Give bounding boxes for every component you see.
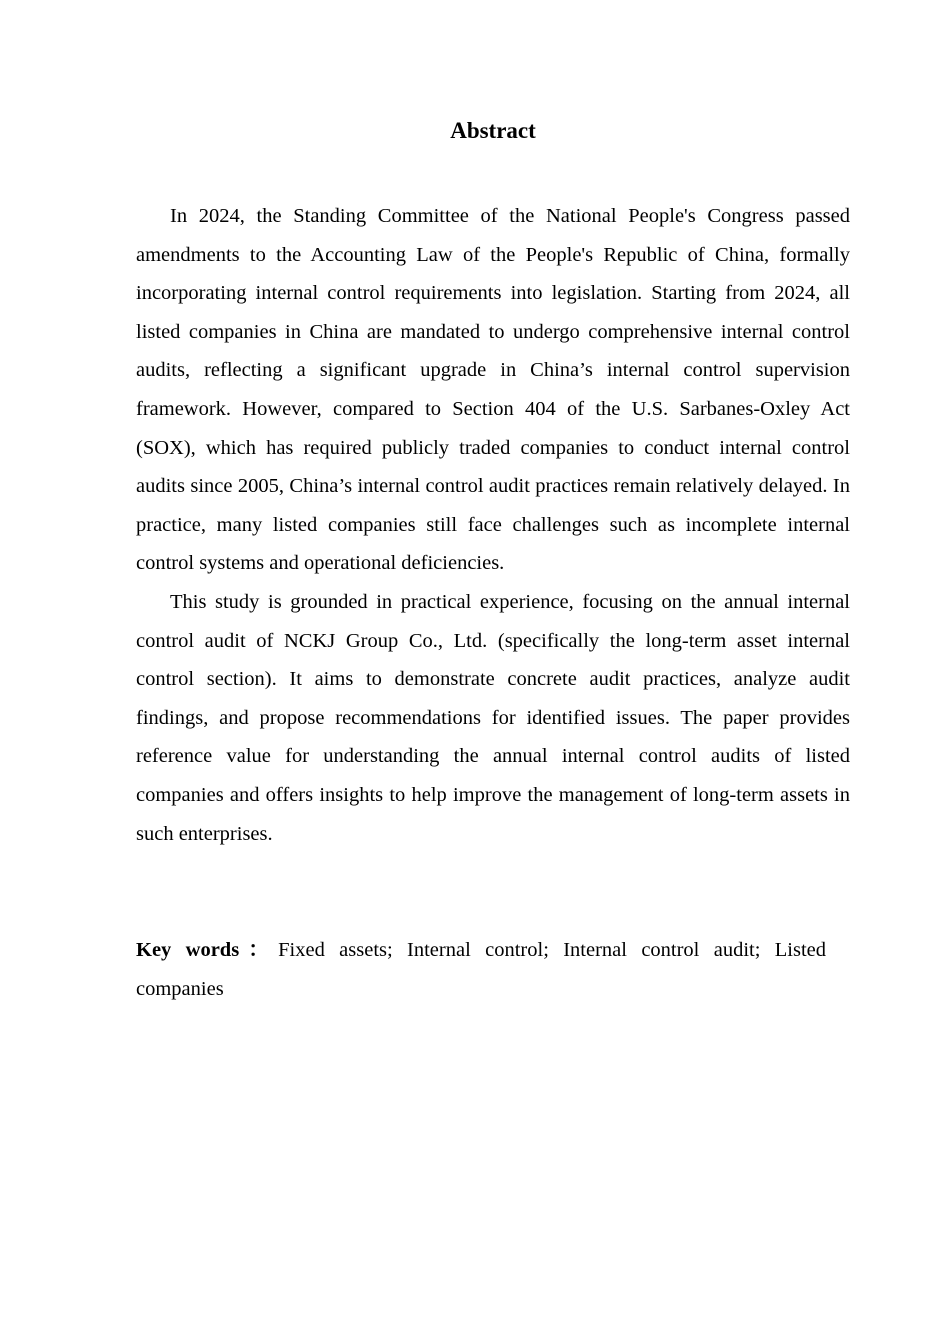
abstract-body — [136, 197, 850, 853]
abstract-paragraph-1: In 2024, the Standing Committee of the National People's Congress passed amendments to the Accounting Law of the People's Republic of China, formally incorporating internal control requirements into legislation. Starting from 2024, all listed companies in China are mandated to undergo comprehensive internal control audits, reflecting a significant upgrade in China’s internal control supervision framework. However, compared to Section 404 of the U.S. Sarbanes-Oxley Act (SOX), which has required publicly traded companies to conduct internal control audits since 2005, China’s internal control audit practices remain relatively delayed. In practice, many listed companies still face challenges such as incomplete internal control systems and operational deficiencies. — [136, 205, 850, 575]
keywords-label: Key words： — [136, 939, 279, 961]
abstract-title: Abstract — [450, 118, 536, 143]
abstract-paragraph-2: This study is grounded in practical experience, focusing on the annual internal control audit of NCKJ Group Co., Ltd. (specifically the long-term asset internal control section). It aims to demonstrate concrete audit practices, analyze audit findings, and propose recommendations for identified issues. The paper provides reference value for understanding the annual internal control audits of listed companies and offers insights to help improve the management of long-term assets in such enterprises. — [136, 590, 850, 845]
keywords-text: Fixed assets; Internal control; Internal control audit; Listed companies — [136, 939, 826, 1000]
keywords-line — [136, 931, 826, 1008]
